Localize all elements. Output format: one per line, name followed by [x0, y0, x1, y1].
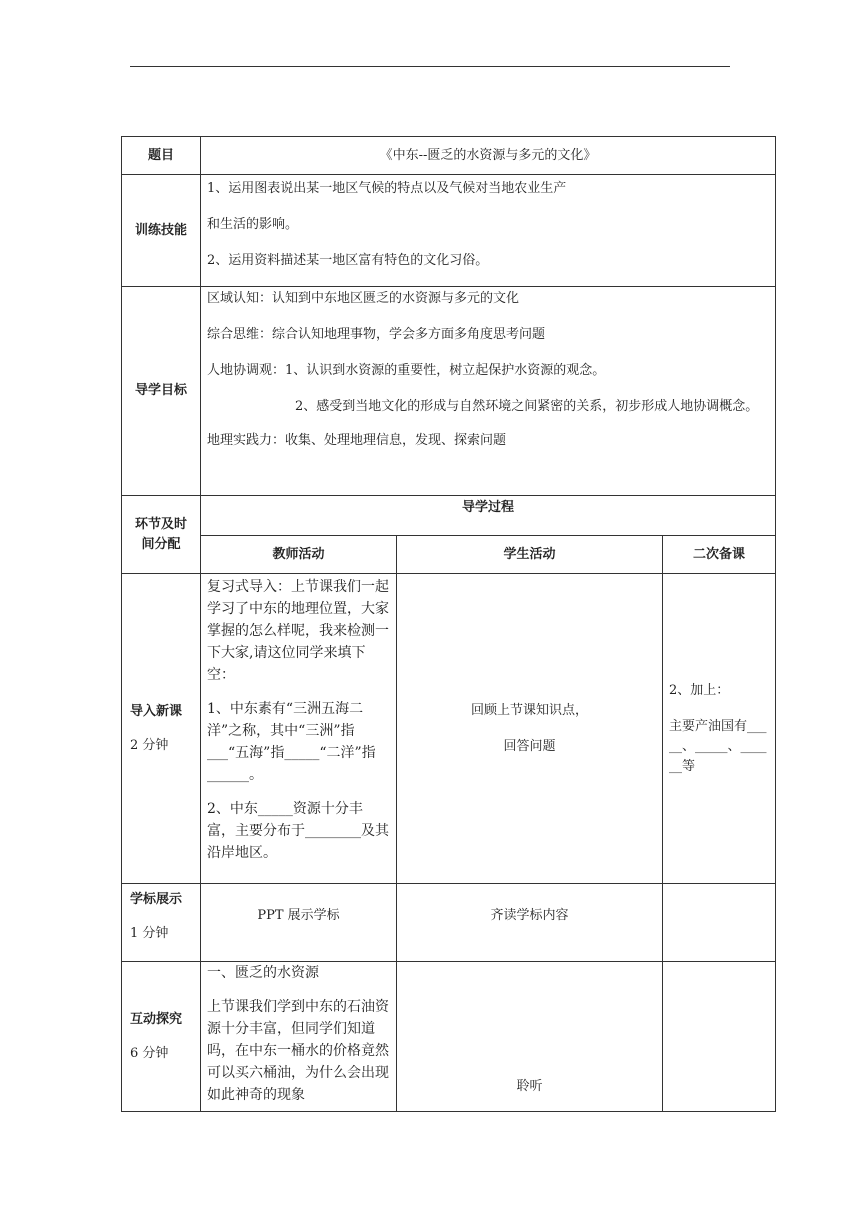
intro-notes-p1: 2、加上：	[669, 682, 730, 698]
display-time: 1 分钟	[130, 926, 169, 941]
process-title-row	[122, 496, 776, 536]
goals-row	[122, 287, 776, 496]
skills-label: 训练技能	[122, 175, 201, 287]
goal-line-1: 区域认知：认知到中东地区匮乏的水资源与多元的文化	[207, 291, 520, 306]
process-title: 导学过程	[201, 496, 776, 536]
intro-teacher	[201, 574, 397, 884]
intro-student-p1: 回顾上节课知识点，	[470, 702, 588, 718]
explore-teacher-p2: 上节课我们学到中东的石油资源十分丰富，但同学们知道吗，在中东一桶水的价格竟然可以买六桶油，为什么会出现如此神奇的现象	[207, 999, 389, 1103]
display-notes	[663, 884, 776, 962]
intro-time: 2 分钟	[130, 737, 169, 753]
explore-stage-cell	[122, 962, 201, 1112]
lesson-plan-table	[121, 136, 776, 1112]
display-teacher: PPT 展示学标	[201, 884, 397, 962]
explore-teacher-p1: 一、匮乏的水资源	[207, 965, 319, 981]
topic-row	[122, 137, 776, 175]
explore-row	[122, 962, 776, 1112]
intro-student-p2: 回答问题	[503, 738, 556, 754]
display-student: 齐读学标内容	[397, 884, 663, 962]
skills-line-1: 1、运用图表说出某一地区气候的特点以及气候对当地农业生产	[207, 181, 567, 196]
col-notes: 二次备课	[663, 536, 776, 574]
explore-stage: 互动探究	[130, 1011, 183, 1027]
topic-label: 题目	[122, 137, 201, 175]
skills-line-2: 和生活的影响。	[207, 217, 299, 232]
intro-stage: 导入新课	[130, 703, 183, 719]
goal-line-5: 地理实践力：收集、处理地理信息，发现、探索问题	[207, 433, 507, 448]
skills-content	[201, 175, 776, 287]
topic-value: 《中东--匮乏的水资源与多元的文化》	[201, 137, 776, 175]
skills-row	[122, 175, 776, 287]
intro-teacher-p3: 2、中东_____资源十分丰富，主要分布于________及其沿岸地区。	[207, 801, 389, 861]
intro-teacher-p1: 复习式导入：上节课我们一起学习了中东的地理位置，大家掌握的怎么样呢，我来检测一下大家,请这位同学来填下空：	[207, 579, 389, 683]
header-rule	[130, 66, 730, 67]
display-stage: 学标展示	[130, 892, 183, 907]
goals-label: 导学目标	[122, 287, 201, 496]
section-label: 环节及时间分配	[122, 496, 201, 574]
column-header-row	[122, 536, 776, 574]
intro-stage-cell	[122, 574, 201, 884]
goal-line-4: 2、感受到当地文化的形成与自然环境之间紧密的关系，初步形成人地协调概念。	[295, 399, 759, 414]
explore-teacher	[201, 962, 397, 1112]
col-teacher: 教师活动	[201, 536, 397, 574]
goals-content	[201, 287, 776, 496]
intro-notes-p2: 主要产油国有_____、_____、______等	[669, 718, 767, 774]
intro-notes	[663, 574, 776, 884]
intro-row	[122, 574, 776, 884]
display-row	[122, 884, 776, 962]
col-student: 学生活动	[397, 536, 663, 574]
intro-teacher-p2: 1、中东素有“三洲五海二洋”之称，其中“三洲”指___“五海”指_____“二洋”指______。	[207, 701, 376, 783]
skills-line-3: 2、运用资料描述某一地区富有特色的文化习俗。	[207, 253, 489, 268]
explore-time: 6 分钟	[130, 1045, 169, 1061]
goal-line-3: 人地协调观：1、认识到水资源的重要性，树立起保护水资源的观念。	[207, 363, 606, 378]
explore-student: 聆听	[397, 962, 663, 1112]
goal-line-2: 综合思维：综合认知地理事物，学会多方面多角度思考问题	[207, 327, 546, 342]
display-stage-cell	[122, 884, 201, 962]
intro-student	[397, 574, 663, 884]
explore-notes	[663, 962, 776, 1112]
